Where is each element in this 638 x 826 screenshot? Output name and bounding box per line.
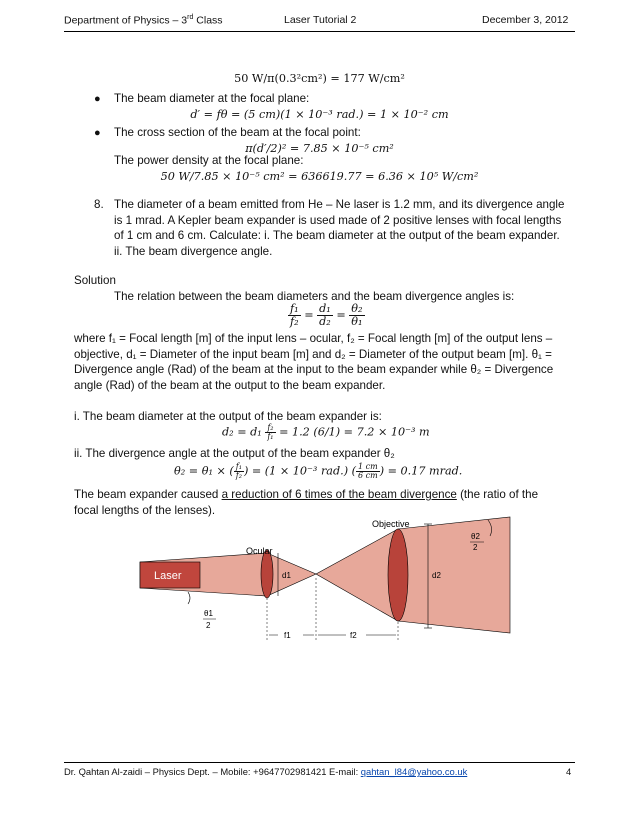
power-density-label: The power density at the focal plane: [114, 154, 304, 167]
ratio-d2: d₂ [319, 315, 331, 328]
ratio-f1: f₁ [290, 302, 299, 315]
eq-i-result: = 7.2 × 10⁻³ m [343, 425, 430, 439]
eq-i-f1: f₁ [267, 432, 274, 441]
conclusion-suffix: (the ratio of the [456, 488, 539, 501]
where-line: Divergence angle (Rad) of the beam at the input to the beam expander while θ₂ = Divergence [74, 363, 554, 377]
d2-label: d2 [432, 571, 441, 580]
ratio-d1: d₁ [319, 302, 331, 315]
f1-label: f1 [284, 631, 291, 640]
header-left [64, 14, 223, 27]
objective-label: Objective [372, 519, 410, 529]
ocular-lens [261, 550, 273, 598]
eq-i-left: d₂ = d₁ [222, 425, 262, 439]
eq-i-paren: (6/1) [313, 425, 341, 439]
problem-number: 8. [94, 198, 104, 211]
eq-ii-den: 6 cm [357, 471, 378, 480]
eq-i-f2: f₂ [267, 423, 274, 432]
page-number: 4 [566, 766, 572, 777]
header-sup: rd [187, 14, 194, 21]
where-line: angle (Rad) of the beam at the output to the beam expander. [74, 378, 386, 392]
theta2-top: θ2 [471, 532, 480, 541]
equation-ii: θ₂ = θ₁ × ( $\frac{\text{f₁}}{\text{f₂}}$ ) = (1 × 10⁻³ rad.) ( $\frac{1 cm}{6 cm}$ ) = 0.17 mrad. [174, 462, 463, 480]
eq-ii-num: 1 cm [357, 462, 378, 471]
theta2-bottom: 2 [473, 543, 478, 552]
header-center: Laser Tutorial 2 [284, 14, 357, 26]
header-dept: Department of Physics – 3 [64, 14, 188, 27]
bullet1-eq: d′ = fθ = (5 cm)(1 × 10⁻³ rad.) = 1 × 10⁻² cm [190, 108, 449, 121]
problem-line: The diameter of a beam emitted from He – Ne laser is 1.2 mm, and its divergence angle [114, 198, 565, 211]
eq-ii-f1: f₁ [235, 462, 242, 471]
ocular-label: Ocular [246, 546, 273, 556]
f2-label: f2 [350, 631, 357, 640]
footer-rule [64, 762, 575, 763]
footer-info [64, 766, 467, 777]
solution-intro: The relation between the beam diameters and the beam divergence angles is: [114, 290, 515, 303]
bullet-dot-1: ● [94, 93, 101, 105]
header-date: December 3, 2012 [482, 14, 569, 26]
eq-ii-f2: f₂ [235, 471, 242, 480]
converging-beam [267, 553, 316, 596]
objective-lens [388, 529, 408, 621]
bullet2-eq: π(d′/2)² = 7.85 × 10⁻⁵ cm² [245, 142, 394, 155]
power-density-eq: 50 W/π(0.3²cm²) = 177 W/cm² [234, 72, 405, 85]
footer-text: Dr. Qahtan Al-zaidi – Physics Dept. – Mobile: +9647702981421 E-mail: [64, 766, 361, 777]
problem-line: of 1 cm and 6 cm. Calculate: i. The beam diameter at the output of the beam expander. [114, 229, 560, 243]
theta1-top: θ1 [204, 609, 213, 618]
part-i-text: i. The beam diameter at the output of the beam expander is: [74, 410, 382, 423]
where-paragraph [74, 331, 579, 393]
ratio-t2: θ₂ [351, 302, 363, 315]
eq-ii-mid: = (1 × 10⁻³ rad.) [251, 464, 349, 478]
problem-line: ii. The beam divergence angle. [114, 244, 273, 258]
equation-i [222, 424, 430, 441]
laser-label: Laser [154, 570, 182, 582]
where-line: where f₁ = Focal length [m] of the input lens – ocular, f₂ = Focal length [m] of the output lens – [74, 332, 553, 345]
eq-ii-result: = 0.17 mrad. [387, 464, 463, 478]
conclusion-line2: focal lengths of the lenses). [74, 503, 216, 517]
bullet2-text: The cross section of the beam at the focal point: [114, 126, 361, 139]
d1-label: d1 [282, 571, 291, 580]
bullet1-text: The beam diameter at the focal plane: [114, 92, 310, 105]
problem-text [114, 197, 574, 259]
part-ii-text: ii. The divergence angle at the output of the beam expander θ₂ [74, 447, 395, 460]
ratio-equation: $\frac{\text{f₁}}{\text{f₂}}$ = $\frac{\text{d₁}}{\text{d₂}}$ = $\frac{\text{θ₂}}{\text{θ₁}}$ [290, 302, 363, 328]
eq-ii-left: θ₂ = θ₁ × [174, 464, 226, 478]
eq-i-right: = 1.2 [279, 425, 310, 439]
diverging-beam [316, 529, 398, 621]
power-density-eq2: 50 W/7.85 × 10⁻⁵ cm² = 636619.77 = 6.36 × 10⁵ W/cm² [160, 170, 479, 183]
footer-email-link[interactable]: qahtan_l84@yahoo.co.uk [360, 766, 468, 777]
ratio-f2: f₂ [290, 315, 299, 328]
problem-line: is 1 mrad. A Kepler beam expander is used made of 2 positive lenses with focal lengths [114, 213, 562, 227]
conclusion-prefix: The beam expander caused [74, 488, 222, 501]
where-line: objective, d₁ = Diameter of the input beam [m] and d₂ = Diameter of the output beam [m]. θ₁ = [74, 347, 552, 361]
header-class: Class [193, 14, 223, 27]
output-beam [398, 517, 510, 633]
conclusion-underlined: a reduction of 6 times of the beam divergence [221, 488, 457, 501]
beam-expander-figure [128, 516, 513, 648]
theta1-bottom: 2 [206, 621, 211, 630]
solution-heading: Solution [74, 274, 116, 287]
bullet-dot-2: ● [94, 127, 101, 139]
header-rule [64, 31, 575, 32]
ratio-t1: θ₁ [351, 315, 363, 328]
conclusion [74, 487, 579, 518]
